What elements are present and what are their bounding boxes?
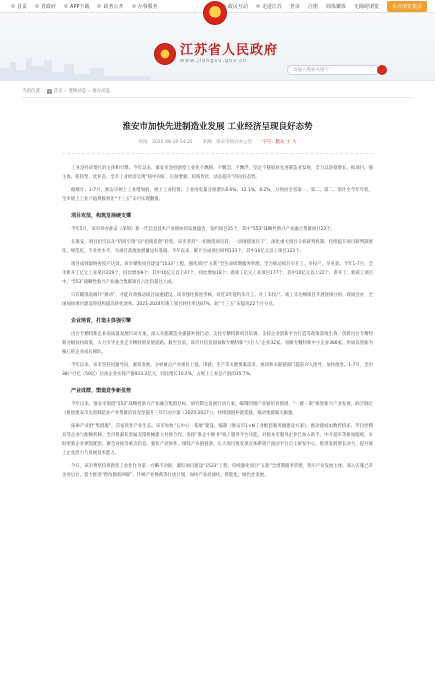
paragraph: 项目成效最终看投产达效。该市聚焦项目建设“1533”工程，强化项目“五新”全生命周期服务管理，全力推动项目早开工、早投产、早见效。今年1-7月，全市新开工亿元工业项目229个，同比增加9个，其中10亿元以上47个，同比增加18个；新竣工亿元工业项目177个，其中10亿元以上22个，新开工、新竣工项目中，“553”战略性新兴产业融合集群项目占比均超过八成。 bbox=[62, 262, 373, 285]
phone-icon bbox=[64, 4, 68, 8]
site-logo-icon bbox=[154, 43, 176, 65]
site-brand[interactable] bbox=[154, 43, 278, 65]
paragraph: 出台专精特新企业高质量发展行动方案，深入实施制造业强链补链行动，支持专精特新项目培训、支持企业创新平台打造等政策落地生效，创新出台专精特新分级扶持政策，大力引导企业走专精特新发展道路。截至目前，该市共培育国家级专精特新“小巨人”企业32家、省级专精特新中小企业380家，形成以创新为核心的企业成长梯队。 bbox=[62, 332, 373, 355]
top-nav-left bbox=[8, 3, 161, 10]
home-icon bbox=[11, 4, 15, 8]
brand-text bbox=[180, 44, 278, 64]
national-emblem-icon bbox=[203, 1, 227, 25]
site-domain: www.jiangsu.gov.cn bbox=[180, 58, 248, 64]
article bbox=[22, 120, 413, 480]
site-title: 江苏省人民政府 bbox=[180, 43, 279, 58]
register-link[interactable]: 注册 bbox=[307, 3, 318, 10]
paragraph: 今日，该市将坚持将新型工业化作为第一方略不动摇，紧盯项目建设“1533”工程、持续强化项目“五新”全周期服务管理，筑牢产业发展主体，深入实施已有企业后台，着力推进“智改数转网联”、传统产业焕新等行动计划，加快产业高端化、智能化、绿色化发展。 bbox=[62, 464, 373, 478]
breadcrumb: 当前位置： 首页 › 要闻动态 › 地方动态 bbox=[22, 85, 413, 98]
paragraph: 今年以来，淮安市围绕“553”战略性新兴产业融合集群目标，研究制定发展行动方案，编制四城产业链培育图谱，“一群一策”推进新兴产业发展，联合制定《推进淮安市先进制造业产业集群培育攻坚提升三年行动方案（2025-2027）》，持续强链补链延链，推动集群做大做强。 bbox=[62, 402, 373, 416]
font-size-control[interactable]: 字号：默认 小 大 bbox=[262, 140, 297, 145]
map-icon bbox=[256, 4, 260, 8]
breadcrumb-label: 当前位置： bbox=[22, 89, 45, 94]
nav-gov-affairs[interactable]: 政务公开 bbox=[94, 3, 126, 10]
nav-about-jiangsu[interactable]: 走进江苏 bbox=[253, 3, 285, 10]
search-icon[interactable] bbox=[377, 65, 387, 75]
breadcrumb-local[interactable]: 地方动态 bbox=[92, 89, 111, 94]
breadcrumb-home[interactable]: 首页 bbox=[53, 89, 63, 94]
top-nav-right bbox=[219, 1, 427, 12]
script-toggle[interactable]: 简体繁体 bbox=[325, 3, 346, 10]
paragraph: 今年5月，该市举办淮安（深圳）新一代信息技术产业链协同发展盛会，签约项目25个，其中“553”战略性新兴产业融合集群项目22个。 bbox=[71, 227, 335, 232]
home-icon bbox=[47, 89, 52, 94]
article-date: 时间：2025-08-19 14:25 bbox=[138, 140, 193, 145]
section-heading: 项目攻坚，构筑发展硬支撑 bbox=[71, 213, 132, 219]
section-heading: 企业培育，打造主体强引擎 bbox=[71, 318, 132, 324]
nav-app-download[interactable]: APP下载 bbox=[61, 3, 92, 10]
gov-icon bbox=[35, 4, 39, 8]
elder-mode-button[interactable]: 长者浏览模式 bbox=[387, 1, 427, 12]
section-heading: 产业成群，塑造竞争新优势 bbox=[71, 388, 132, 394]
paragraph: 据统计，1-7月，淮安市规上工业增加值、规上工业投资、工业用电量分别增长8.6%、12.1%、8.2%，分别居全省第一、第二、第二，预计至今年年底，全市规上工业产值规模将比“十三五”末可实现翻番。 bbox=[62, 188, 373, 202]
nav-provincial-gov[interactable]: 省政府 bbox=[32, 3, 59, 10]
paragraph: 探索产业链“集群服”，首家优化产业生态。该市加快“五中心一基地”建设，编制《淮安市1+N工业配套服务圈建设方案》，推动建成如数控机床、罗拉控模具等企业与配额转移，全市将紧扣金属支撑机械建立对接合作，发挥“淮企小秘书”线上服务平台功能，对接本市服务企业已加入助手，中介超市等新加服规，实时更新企业供需配套，做全对接等重点信息。强化产业协作，围绕产业链链条，正大项目批发供应体系资产流动平台自主研发中心，推进发展增长动力，提升链上企业活力与发展技术能力。 bbox=[62, 424, 373, 456]
nav-interaction[interactable]: 政民互动 bbox=[219, 3, 251, 10]
service-icon bbox=[132, 4, 136, 8]
paragraph: 只有瞄准前端开“窗动”，才能有效推动项目加速建设。该市强化推进考核，对近3年签约未开工、开工未投产、竣工未达纲项目开展逐项分析、现场会办，全国加快项目建设进度和提高转化效率。2021-2024年竣工项目转化率达87%，较“十三五”末提高22个百分点。 bbox=[62, 293, 373, 307]
article-meta bbox=[62, 139, 373, 154]
paragraph: 在淮安，项目招引以从“招商引资”向“招商选资”转变。该市坚持“一切围绕项目转、一切围绕项目干”，深化重大项目分析研判机制，持续提升项目研判制度化、规范化、专业化水平，为项目落地发展蓄足好基础。今年以来，累计完成项目研判133个，其中10亿元以上项目123个。 bbox=[62, 240, 373, 254]
article-source: 来源：淮安市政府办公室 bbox=[202, 140, 253, 145]
doc-icon bbox=[97, 4, 101, 8]
login-link[interactable]: 登录 bbox=[289, 3, 300, 10]
paragraph: 工业是经济增长的主体和引擎。今年以来，淮安市坚持新型工业化不飘移、不飘忽、不飘浮，坚定不移加快先进制造业发展，全力以赴稳增长、抓项目、强主体、促转型、优业态，全市工业经济呈现“稳中向好、后劲增强、结构优化、动态提升”的良好态势。 bbox=[62, 166, 373, 180]
nav-home[interactable]: 首页 bbox=[8, 3, 30, 10]
nav-services[interactable]: 办事服务 bbox=[129, 3, 161, 10]
accessibility-link[interactable]: 无障碍浏览 bbox=[353, 3, 379, 10]
article-title: 淮安市加快先进制造业发展 工业经济呈现良好态势 bbox=[122, 122, 313, 132]
paragraph: 今年以来，该市坚持问题导向，紧扣发展、分析重点产业项目上链、串链、生产等关键要素需求，推动和关联链部门提前介入指导，加快推进。1-7月，全市38户百亿（50亿）后备企业实现产值933.3亿元，同比增长10.2%，占规上工业总产值的35.7%。 bbox=[62, 363, 373, 377]
skyline-illustration bbox=[0, 50, 150, 80]
article-body bbox=[62, 164, 373, 480]
breadcrumb-news[interactable]: 要闻动态 bbox=[68, 89, 87, 94]
search-input[interactable]: 请输入搜索关键字 bbox=[287, 65, 379, 75]
top-nav-bar bbox=[0, 0, 435, 13]
